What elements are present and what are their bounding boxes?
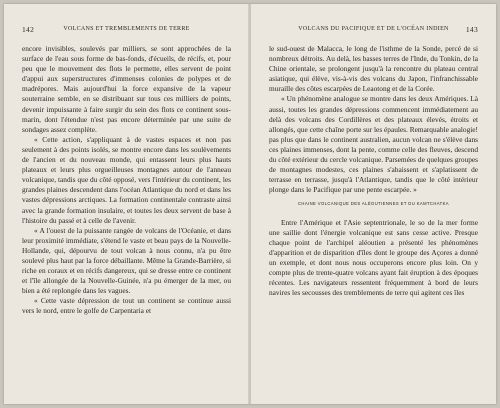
- paragraph: le sud-ouest de Malacca, le long de l'isthme de la Sonde, percé de si nombreux détroits. Au delà, les basses terres de l'Inde, du Tonkin, de la Chine orientale, se prolongent jusqu'à la rencontre du plateau central asiatique, qui élève, vis-à-vis des volcans du Japon, l'infranchissable muraille des côtes escarpées de Leaotong et de la Corée.: [269, 44, 478, 94]
- paragraph: Entre l'Amérique et l'Asie septentrionale, le so de la mer forme une saillie dont l'énergie volcanique est sans cesse active. Presque chaque point de l'archipel aléoutien a présenté les phénomènes d'apparition et de disparition d'îles dont le groupe des Açores a donné un exemple, et dont nous nous occuperons encore plus loin. On y compte plus de trente-quatre volcans ayant fait éruption à des époques récentes. Les navigateurs ressentent fréquemment à bord de leurs navires les secousses des tremblements de terre qui agitent ces îles: [269, 217, 478, 298]
- paragraph: « Cette action, s'appliquant à de vastes espaces et non pas seulement à des points isolés, se montre encore dans les soulèvements de l'ancien et du nouveau monde, qui entassent leurs plus hauts plateaux et leurs plus orgueilleuses montagnes autour de l'anneau volcanique, tandis que du côté opposé, vers l'intérieur du continent, les grandes plaines descendent dans l'océan Atlantique du nord et dans les vastes dépressions arctiques. La formation continentale contraste ainsi avec la grande formation insulaire, et toutes les deux servent de base à l'histoire du passé et à celle de l'avenir.: [22, 134, 231, 225]
- left-page-text: [22, 44, 231, 317]
- right-page: [251, 4, 496, 404]
- book-spread: [4, 4, 496, 404]
- running-title: VOLCANS ET TREMBLEMENTS DE TERRE: [63, 26, 190, 32]
- running-title: VOLCANS DU PACIFIQUE ET DE L'OCÉAN INDIEN: [298, 26, 449, 32]
- paragraph: « Cette vaste dépression de tout un continent se continue aussi vers le nord, entre le golfe de Carpentaria et: [22, 296, 231, 316]
- section-caption: CHAINE VOLCANIQUE DES ALÉOUTIENNES ET DU KAMTCHATKA: [297, 201, 449, 207]
- left-page: [4, 4, 249, 404]
- page-number: 143: [465, 25, 478, 34]
- paragraph: encore invisibles, soulevés par milliers, se sont approchées de la surface de l'eau sous forme de bas-fonds, d'écueils, de récifs, et, pour peu que le mouvement des flots le permette, elles servent de point d'appui aux superstructures d'immenses colonies de polypes et de madrépores. Mais aujourd'hui la force expansive de la vapeur souterraine semble, en se distribuant sur tous ces milliers de points, devenir impuissante à faire surgir du sein des flots ce continent sous-marin, dont l'étendue n'est pas encore déterminée par une suite de sondages assez complète.: [22, 44, 231, 134]
- right-page-text: [269, 44, 478, 298]
- page-number: 142: [22, 25, 35, 34]
- right-page-header: [269, 26, 478, 36]
- paragraph: « Un phénomène analogue se montre dans les deux Amériques. Là aussi, toutes les grandes dépressions commencent immédiatement au delà des volcans des Cordillères et des plateaux élevés, étroits et allongés, que cette chaîne porte sur les épaules. Remarquable analogie! pas plus que dans le continent australien, aucun volcan ne s'élève dans ces plaines immenses, dont la pente, comme celle des fleuves, descend du côté extérieur du cercle volcanique. Parsemées de quelques groupes de montagnes modestes, ces plaines s'abaissent et s'aplatissent de terrasse en terrasse, jusqu'à l'Atlantique, tandis que le côté intérieur plonge dans le Pacifique par une pente escarpée. »: [269, 94, 479, 195]
- left-page-header: [22, 26, 231, 36]
- paragraph: « A l'ouest de la puissante rangée de volcans de l'Océanie, et dans leur proximité immédiate, s'étend le vaste et beau pays de la Nouvelle-Hollande, qui, dépourvu de tout volcan à nous connu, n'a pu être soulevé plus haut par la force débaillante. Même la Grande-Barrière, si riche en coraux et en récifs dangereux, qui se dresse entre ce continent et l'île allongée de la Nouvelle-Guinée, n'a pu émerger de la mer, ou bien a été replongée dans les vagues.: [22, 225, 231, 296]
